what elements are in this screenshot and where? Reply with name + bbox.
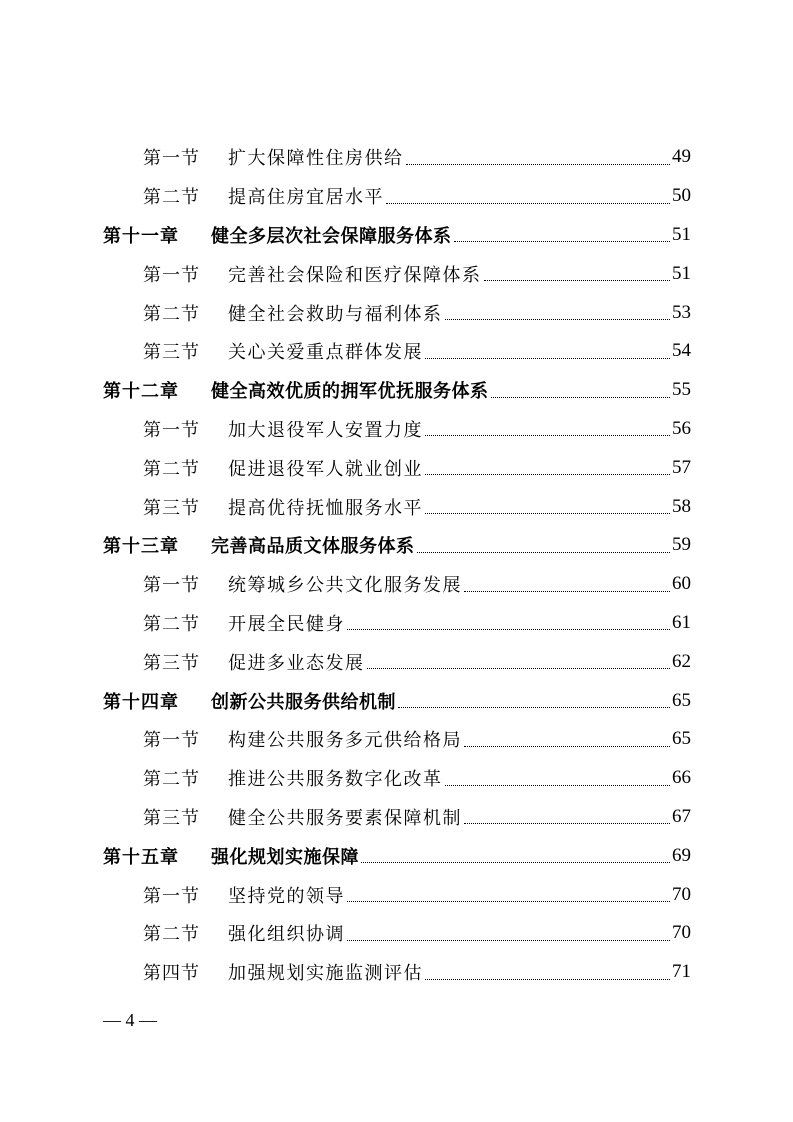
toc-row[interactable] (0, 875, 691, 914)
toc-page-number: 51 (672, 262, 691, 284)
toc-label: 第三节 (143, 652, 200, 674)
toc-page-number: 55 (672, 379, 691, 401)
toc-page-number: 51 (672, 223, 691, 245)
dot-leader (464, 746, 670, 747)
toc-label: 第三节 (143, 342, 200, 364)
toc-label: 第四节 (143, 963, 200, 985)
dot-leader (425, 979, 670, 980)
dot-leader (425, 435, 670, 436)
toc-row[interactable] (0, 642, 691, 681)
dot-leader (398, 707, 670, 708)
toc-row[interactable] (0, 138, 691, 177)
toc-label: 第二节 (143, 458, 200, 480)
toc-row[interactable] (0, 759, 691, 798)
toc-title: 开展全民健身 (228, 613, 345, 635)
toc-title: 扩大保障性住房供给 (228, 148, 404, 170)
toc-page-number: 53 (672, 301, 691, 323)
toc-title: 构建公共服务多元供给格局 (228, 730, 462, 752)
toc-row[interactable] (0, 526, 691, 565)
toc-label: 第一节 (143, 419, 200, 441)
toc-row[interactable] (0, 836, 691, 875)
dot-leader (464, 591, 670, 592)
toc-title: 健全公共服务要素保障机制 (228, 807, 462, 829)
toc-title: 健全社会救助与福利体系 (228, 303, 443, 325)
toc-label: 第三节 (143, 807, 200, 829)
dot-leader (425, 358, 670, 359)
toc-row[interactable] (0, 604, 691, 643)
toc-title: 推进公共服务数字化改革 (228, 769, 443, 791)
toc-page-number: 59 (672, 534, 691, 556)
toc-label: 第十五章 (103, 846, 179, 868)
toc-label: 第三节 (143, 497, 200, 519)
toc-label: 第一节 (143, 885, 200, 907)
toc-page-number: 50 (672, 185, 691, 207)
toc-title: 创新公共服务供给机制 (211, 691, 396, 713)
toc-title: 完善社会保险和医疗保障体系 (228, 264, 482, 286)
toc-page-number: 62 (672, 650, 691, 672)
toc-row[interactable] (0, 410, 691, 449)
dot-leader (367, 668, 671, 669)
toc-title: 统筹城乡公共文化服务发展 (228, 575, 462, 597)
toc-page-number: 49 (672, 146, 691, 168)
toc-row[interactable] (0, 254, 691, 293)
toc-label: 第十三章 (103, 536, 179, 558)
toc-page-number: 56 (672, 417, 691, 439)
toc-page-number: 58 (672, 495, 691, 517)
toc-row[interactable] (0, 681, 691, 720)
toc-row[interactable] (0, 293, 691, 332)
toc-page-number: 71 (672, 961, 691, 983)
dot-leader (347, 629, 670, 630)
dot-leader (425, 513, 670, 514)
toc-label: 第二节 (143, 303, 200, 325)
toc-row[interactable] (0, 332, 691, 371)
page-footer-number: — 4 — (103, 1010, 157, 1030)
toc-row[interactable] (0, 487, 691, 526)
toc-page-number: 61 (672, 611, 691, 633)
toc-row[interactable] (0, 798, 691, 837)
toc-label: 第十一章 (103, 225, 179, 247)
dot-leader (464, 823, 670, 824)
dot-leader (445, 785, 671, 786)
dot-leader (491, 397, 671, 398)
toc-page-number: 65 (672, 728, 691, 750)
dot-leader (347, 940, 670, 941)
toc-title: 加强规划实施监测评估 (228, 963, 423, 985)
dot-leader (417, 552, 671, 553)
toc-row[interactable] (0, 565, 691, 604)
toc-row[interactable] (0, 953, 691, 992)
toc-title: 健全高效优质的拥军优抚服务体系 (211, 381, 489, 403)
toc-row[interactable] (0, 914, 691, 953)
toc-title: 健全多层次社会保障服务体系 (211, 225, 452, 247)
toc-label: 第一节 (143, 575, 200, 597)
toc-label: 第一节 (143, 264, 200, 286)
toc-row[interactable] (0, 216, 691, 255)
toc-row[interactable] (0, 448, 691, 487)
table-of-contents (0, 138, 793, 992)
toc-page-number: 57 (672, 456, 691, 478)
toc-label: 第二节 (143, 924, 200, 946)
dot-leader (445, 319, 671, 320)
toc-row[interactable] (0, 371, 691, 410)
toc-page-number: 69 (672, 844, 691, 866)
toc-title: 加大退役军人安置力度 (228, 419, 423, 441)
toc-page-number: 66 (672, 767, 691, 789)
toc-label: 第一节 (143, 730, 200, 752)
toc-label: 第二节 (143, 187, 200, 209)
toc-title: 促进多业态发展 (228, 652, 365, 674)
toc-page-number: 60 (672, 573, 691, 595)
toc-row[interactable] (0, 177, 691, 216)
toc-page-number: 54 (672, 340, 691, 362)
dot-leader (361, 862, 670, 863)
toc-page-number: 70 (672, 883, 691, 905)
toc-title: 完善高品质文体服务体系 (211, 536, 415, 558)
dot-leader (406, 164, 671, 165)
toc-label: 第一节 (143, 148, 200, 170)
dot-leader (454, 241, 671, 242)
toc-page-number: 67 (672, 805, 691, 827)
toc-title: 坚持党的领导 (228, 885, 345, 907)
toc-title: 提高住房宜居水平 (228, 187, 384, 209)
toc-label: 第二节 (143, 613, 200, 635)
toc-page-number: 65 (672, 689, 691, 711)
dot-leader (386, 203, 670, 204)
toc-page-number: 70 (672, 922, 691, 944)
toc-label: 第二节 (143, 769, 200, 791)
dot-leader (425, 474, 670, 475)
toc-label: 第十二章 (103, 381, 179, 403)
toc-title: 强化规划实施保障 (211, 846, 359, 868)
toc-row[interactable] (0, 720, 691, 759)
toc-title: 关心关爱重点群体发展 (228, 342, 423, 364)
toc-title: 促进退役军人就业创业 (228, 458, 423, 480)
toc-label: 第十四章 (103, 691, 179, 713)
toc-title: 提高优待抚恤服务水平 (228, 497, 423, 519)
dot-leader (347, 901, 670, 902)
toc-title: 强化组织协调 (228, 924, 345, 946)
dot-leader (484, 280, 671, 281)
